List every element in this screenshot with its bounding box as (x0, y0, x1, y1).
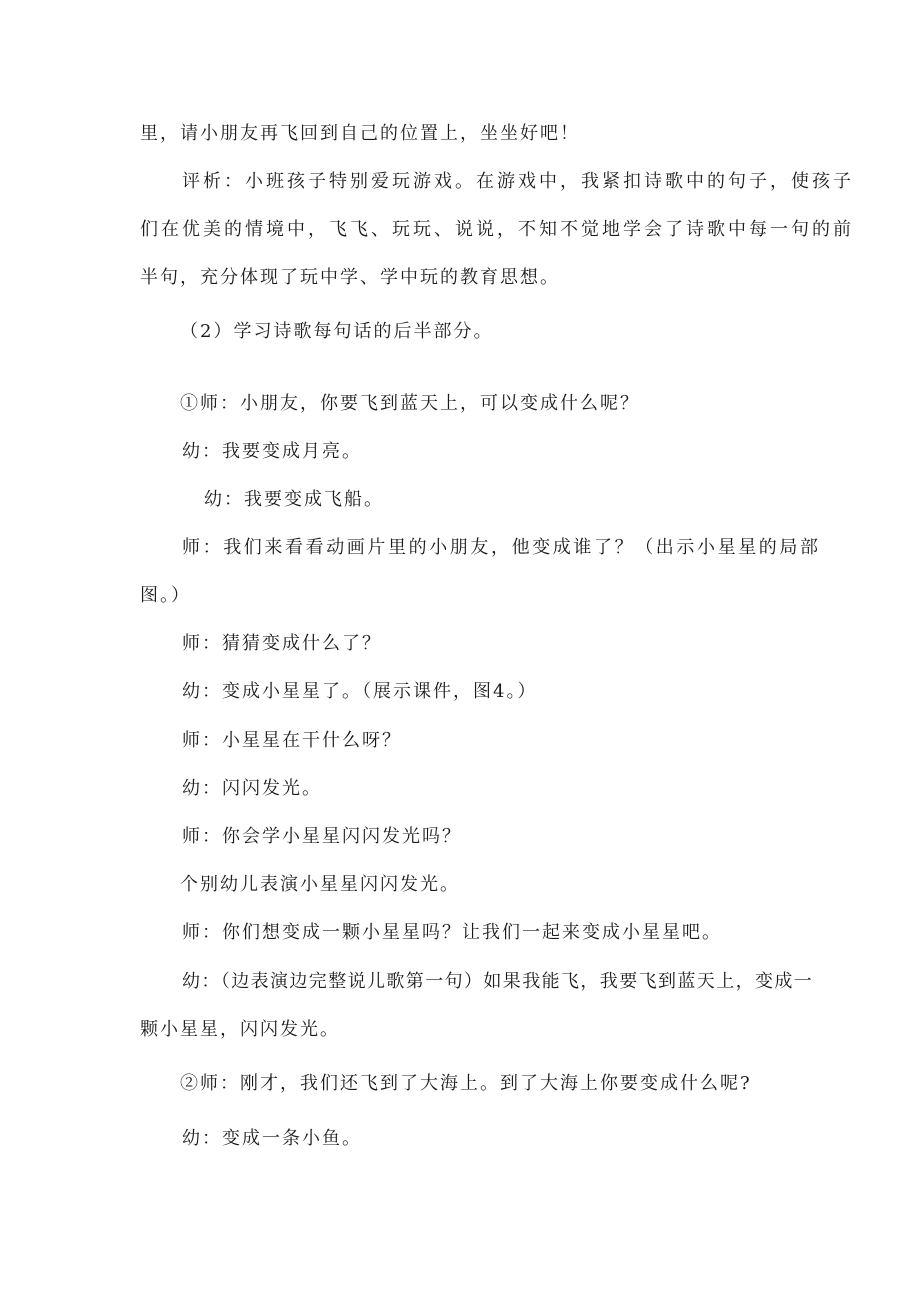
paragraph-line: 们在优美的情境中，飞飞、玩玩、说说，不知不觉地学会了诗歌中每一句的前 (140, 219, 854, 240)
paragraph-line: 个别幼儿表演小星星闪闪发光。 (180, 874, 460, 895)
paragraph-line: ①师：小朋友，你要飞到蓝天上，可以变成什么呢？ (180, 393, 640, 414)
paragraph-line: 幼：我要变成月亮。 (182, 441, 362, 462)
paragraph-line: 幼：变成小星星了。（展示课件，图4。） (182, 681, 538, 702)
paragraph-line: 评析：小班孩子特别爱玩游戏。在游戏中，我紧扣诗歌中的句子，使孩子 (182, 171, 854, 192)
paragraph-line: 师：小星星在干什么呀？ (182, 730, 402, 751)
paragraph-line: 幼：变成一条小鱼。 (182, 1128, 362, 1149)
paragraph-line: 图。） (140, 585, 191, 606)
section-heading: （2）学习诗歌每句话的后半部分。 (180, 321, 494, 342)
paragraph-line: ②师：刚才，我们还飞到了大海上。到了大海上你要变成什么呢? (180, 1073, 752, 1094)
paragraph-line: 半句，充分体现了玩中学、学中玩的教育思想。 (140, 267, 560, 288)
paragraph-line: 师：你们想变成一颗小星星吗？让我们一起来变成小星星吧。 (182, 922, 722, 943)
paragraph-line: 师：猜猜变成什么了？ (182, 633, 382, 654)
paragraph-line: 幼：闪闪发光。 (182, 778, 322, 799)
paragraph-line: 里，请小朋友再飞回到自己的位置上，坐坐好吧！ (140, 123, 580, 144)
paragraph-line: 师：你会学小星星闪闪发光吗？ (182, 826, 462, 847)
paragraph-line: 幼：（边表演边完整说儿歌第一句）如果我能飞，我要飞到蓝天上，变成一 (182, 971, 814, 992)
paragraph-line: 师：我们来看看动画片里的小朋友，他变成谁了？（出示小星星的局部 (182, 537, 821, 558)
paragraph-line: 颗小星星，闪闪发光。 (140, 1019, 340, 1040)
paragraph-line: 幼：我要变成飞船。 (204, 489, 384, 510)
